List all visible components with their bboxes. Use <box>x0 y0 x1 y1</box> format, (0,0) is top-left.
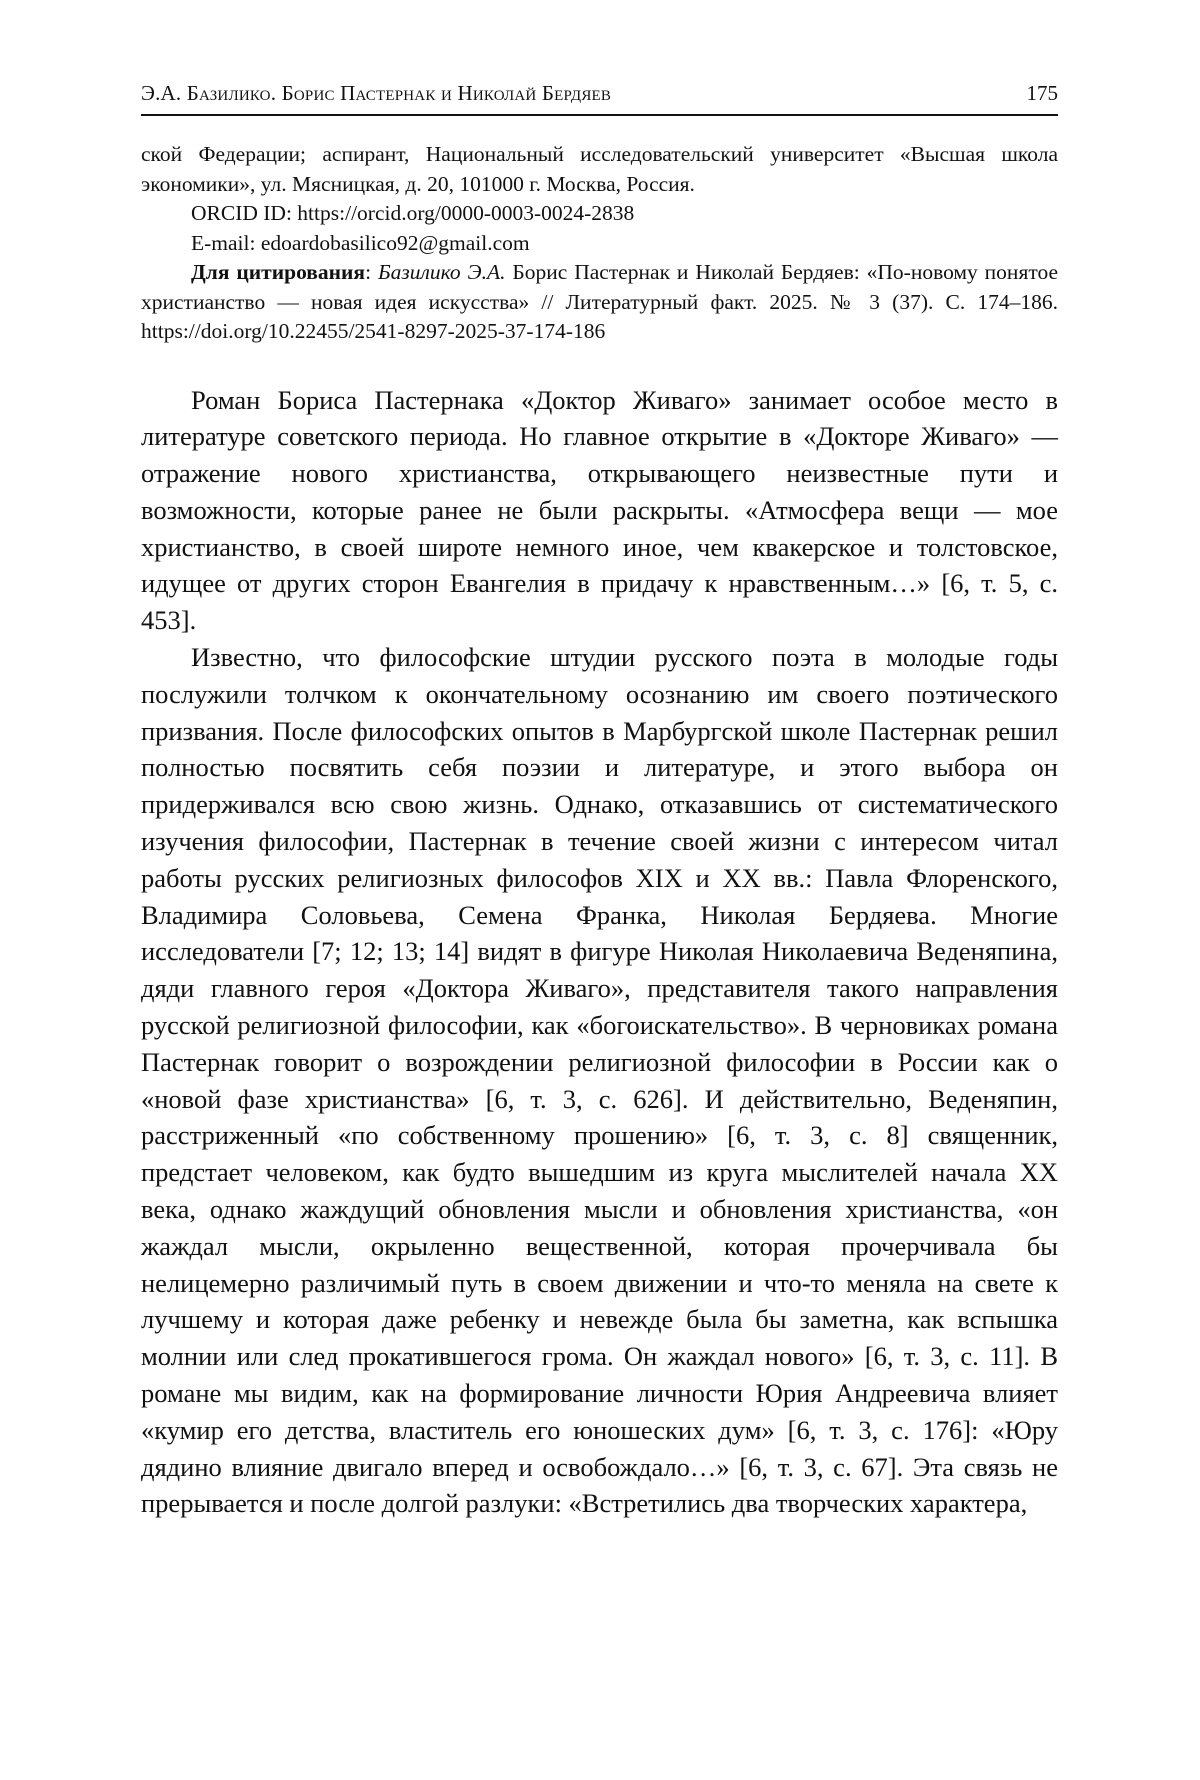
citation-block <box>141 258 1058 347</box>
article-body <box>141 382 1058 1523</box>
email-line: E-mail: edoardobasilico92@gmail.com <box>191 230 530 255</box>
article-metadata <box>141 140 1058 347</box>
journal-page <box>141 80 1058 1522</box>
citation-label: Для цитирования <box>191 260 366 284</box>
orcid-line: ORCID ID: https://orcid.org/0000-0003-0024-2838 <box>191 201 635 225</box>
running-header-title: Э.А. Базилико. Борис Пастернак и Николай Бердяев <box>141 81 612 105</box>
citation-author: Базилико Э.А. <box>377 260 506 284</box>
running-header <box>141 80 1058 116</box>
page-number: 175 <box>1026 81 1058 105</box>
body-paragraph: Известно, что философские штудии русского поэта в молодые годы послужили толчком к окончательному осознанию им своего поэтического призвания. После философских опытов в Марбургской школе Пастернак решил полностью посвятить себя поэзии и литературе, и этого выбора он придерживался всю свою жизнь. Однако, отказавшись от систематического изучения философии, Пастернак в течение своей жизни с интересом читал работы русских религиозных философов XIX и XX вв.: Павла Флоренского, Владимира Соловьева, Семена Франка, Николая Бердяева. Многие исследователи [7; 12; 13; 14] видят в фигуре Николая Николаевича Веденяпина, дяди главного героя «Доктора Живаго», представителя такого направления русской религиозной философии, как «богоискательство». В черновиках романа Пастернак говорит о возрождении религиозной философии в России как о «новой фазе христианства» [6, т. 3, с. 626]. И действительно, Веденяпин, расстриженный «по собственному прошению» [6, т. 3, с. 8] священник, предстает человеком, как будто вышедшим из круга мыслителей начала XX века, однако жаждущий обновления мысли и обновления христианства, «он жаждал мысли, окрыленно вещественной, которая прочерчивала бы нелицемерно различимый путь в своем движении и что-то меняла на свете к лучшему и которая даже ребенку и невежде была бы заметна, как вспышка молнии или след прокатившегося грома. Он жаждал нового» [6, т. 3, с. 11]. В романе мы видим, как на формирование личности Юрия Андреевича влияет «кумир его детства, властитель его юношеских дум» [6, т. 3, с. 176]: «Юру дядино влияние двигало вперед и освобождало…» [6, т. 3, с. 67]. Эта связь не прерывается и после долгой разлуки: «Встретились два творческих характера, <box>141 642 1058 1519</box>
citation-text: Борис Пастернак и Николай Бердяев: «По-новому понятое христианство — новая идея искусства» // Литературный факт. 2025. № 3 (37). С. 174–186. https://doi.org/10.22455/2541-8297-2025-37-174-186 <box>141 260 1058 343</box>
affiliation-text: ской Федерации; аспирант, Национальный исследовательский университет «Высшая школа экономики», ул. Мясницкая, д. 20, 101000 г. Москва, Россия. <box>141 142 1058 196</box>
citation-separator: : <box>365 260 378 284</box>
body-paragraph: Роман Бориса Пастернака «Доктор Живаго» занимает особое место в литературе советского периода. Но главное открытие в «Докторе Живаго» — отражение нового христианства, открывающего неизвестные пути и возможности, которые ранее не были раскрыты. «Атмосфера вещи — мое христианство, в своей широте немного иное, чем квакерское и толстовское, идущее от других сторон Евангелия в придачу к нравственным…» [6, т. 5, с. 453]. <box>141 384 1058 636</box>
